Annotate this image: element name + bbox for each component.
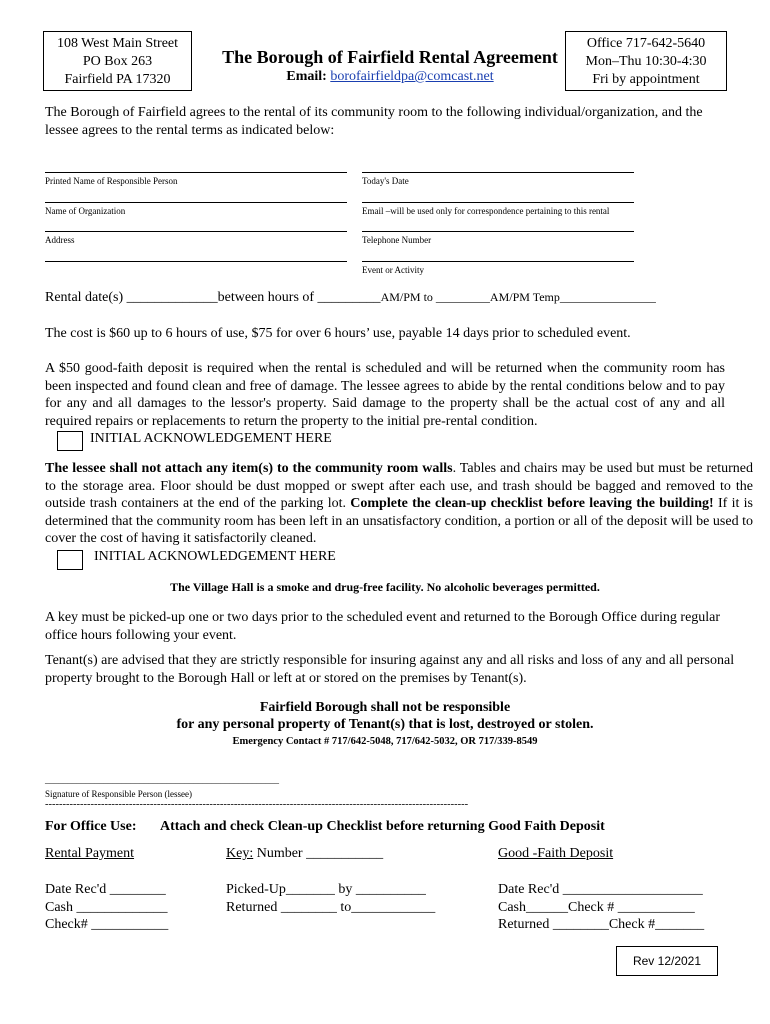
key-fields (226, 881, 435, 916)
rental-payment-heading: Rental Payment (45, 846, 135, 861)
walls-bold-1: The lessee shall not attach any item(s) to the community room walls (45, 461, 453, 476)
key-heading (226, 846, 383, 862)
todays-date-label: Today's Date (362, 176, 409, 186)
event-line[interactable] (362, 261, 634, 262)
deposit-returned-field[interactable]: Returned ________Check #_______ (498, 917, 705, 932)
rental-dates-part2: AM/PM to _________AM/PM Temp________________ (380, 290, 656, 304)
organization-label: Name of Organization (45, 206, 126, 216)
disclaimer-line-2: for any personal property of Tenant(s) that is lost, destroyed or stolen. (176, 717, 594, 732)
initial-ack-1: INITIAL ACKNOWLEDGEMENT HERE (90, 431, 332, 446)
deposit-paragraph: A $50 good-faith deposit is required when the rental is scheduled and will be returned when the community room has been inspected and found clean and free of damage. The lessee agrees to abide by the rental conditions below and to pay for any and all damages to the lessor's property. Said damage to the property shall be the actual cost of any and all required repairs or replacements to return the property to the initial pre-rental condition. (45, 361, 725, 429)
signature-label: Signature of Responsible Person (lessee) (45, 789, 192, 799)
initial-checkbox-1[interactable] (57, 431, 83, 451)
initial-checkbox-2[interactable] (57, 550, 83, 570)
date-received-field[interactable]: Date Rec'd ________ (45, 882, 166, 897)
email-field-label: Email –will be used only for correspondence pertaining to this rental (362, 206, 610, 216)
office-use-instruction: Attach and check Clean-up Checklist before returning Good Faith Deposit (160, 819, 605, 834)
key-heading-number[interactable]: Number ___________ (253, 846, 384, 861)
key-paragraph: A key must be picked-up one or two days prior to the scheduled event and returned to the Borough Office during regular office hours following your event. (45, 610, 721, 643)
initial-ack-2: INITIAL ACKNOWLEDGEMENT HERE (94, 549, 336, 564)
office-phone: Office 717-642-5640 (586, 36, 706, 51)
telephone-label: Telephone Number (362, 235, 432, 245)
smoke-free-notice: The Village Hall is a smoke and drug-free facility. No alcoholic beverages permitted. (170, 580, 600, 594)
key-heading-label: Key: (226, 846, 254, 861)
deposit-fields (498, 881, 704, 934)
cost-paragraph: The cost is $60 up to 6 hours of use, $75 for over 6 hours’ use, payable 14 days prior to scheduled event. (45, 326, 631, 341)
walls-bold-2: Complete the clean-up checklist before leaving the building! (350, 496, 714, 511)
document-title: The Borough of Fairfield Rental Agreement (222, 47, 558, 67)
office-hours-box (565, 31, 727, 91)
printed-name-line[interactable] (45, 172, 347, 173)
walls-text-1: . Tables and chairs may be used but must be returned to the storage area. Floor should be dust mopped or swept after each use, and trash should be bagged and removed to the outside trash containers at the end of the parking lot. (45, 461, 753, 511)
office-use-label: For Office Use: (45, 819, 137, 834)
email-line (210, 69, 570, 85)
rental-payment-fields (45, 881, 168, 934)
organization-line[interactable] (45, 202, 347, 203)
disclaimer-line-1: Fairfield Borough shall not be responsible (259, 700, 511, 715)
tenant-paragraph: Tenant(s) are advised that they are strictly responsible for insuring against any and all risks and loss of any and all personal property brought to the Borough Hall or left at or stored on the premises by Tenant(s). (45, 653, 735, 686)
printed-name-label: Printed Name of Responsible Person (45, 176, 178, 186)
revision-label: Rev 12/2021 (632, 954, 702, 968)
rental-dates-row[interactable] (45, 288, 745, 306)
address-second-line[interactable] (45, 261, 347, 262)
intro-paragraph: The Borough of Fairfield agrees to the rental of its community room to the following individual/organization, and the lessee agrees to the rental terms as indicated below: (45, 105, 703, 138)
office-appointment: Fri by appointment (592, 72, 700, 87)
check-field[interactable]: Check# ___________ (45, 917, 169, 932)
office-hours: Mon–Thu 10:30-4:30 (585, 54, 707, 69)
key-returned-field[interactable]: Returned ________ to____________ (226, 899, 436, 915)
deposit-date-field[interactable]: Date Rec'd ____________________ (498, 882, 703, 897)
deposit-heading: Good -Faith Deposit (498, 846, 614, 861)
address-line-3: Fairfield PA 17320 (64, 72, 171, 87)
address-field-line[interactable] (45, 231, 347, 232)
email-link[interactable]: borofairfieldpa@comcast.net (330, 69, 494, 84)
walls-paragraph (45, 460, 753, 548)
address-field-label: Address (45, 235, 75, 245)
address-line-1: 108 West Main Street (56, 36, 179, 51)
cash-field[interactable]: Cash _____________ (45, 899, 168, 915)
revision-box (616, 946, 718, 976)
email-field-line[interactable] (362, 202, 634, 203)
walls-text-2: If it is determined that the community room has been left in an unsatisfactory condition, a portion or all of the deposit will be used to cover the cost of having it satisfactorily cleaned. (45, 496, 753, 546)
deposit-cash-check-field[interactable]: Cash______Check # ___________ (498, 899, 695, 915)
telephone-line[interactable] (362, 231, 634, 232)
emergency-contact: Emergency Contact # 717/642-5048, 717/642-5032, OR 717/339-8549 (232, 736, 538, 747)
signature-line[interactable]: ____________________________________________________ (45, 775, 279, 785)
event-label: Event or Activity (362, 265, 424, 275)
todays-date-line[interactable] (362, 172, 634, 173)
key-picked-up-field[interactable]: Picked-Up_______ by __________ (226, 882, 426, 897)
rental-dates-part1: Rental date(s) _____________between hours of _________ (45, 290, 381, 305)
email-label: Email: (286, 69, 327, 84)
address-box (43, 31, 192, 91)
dash-separator: ------------------------------------------------------------------------------------------------------------------------- (45, 799, 469, 810)
address-line-2: PO Box 263 (82, 54, 153, 69)
